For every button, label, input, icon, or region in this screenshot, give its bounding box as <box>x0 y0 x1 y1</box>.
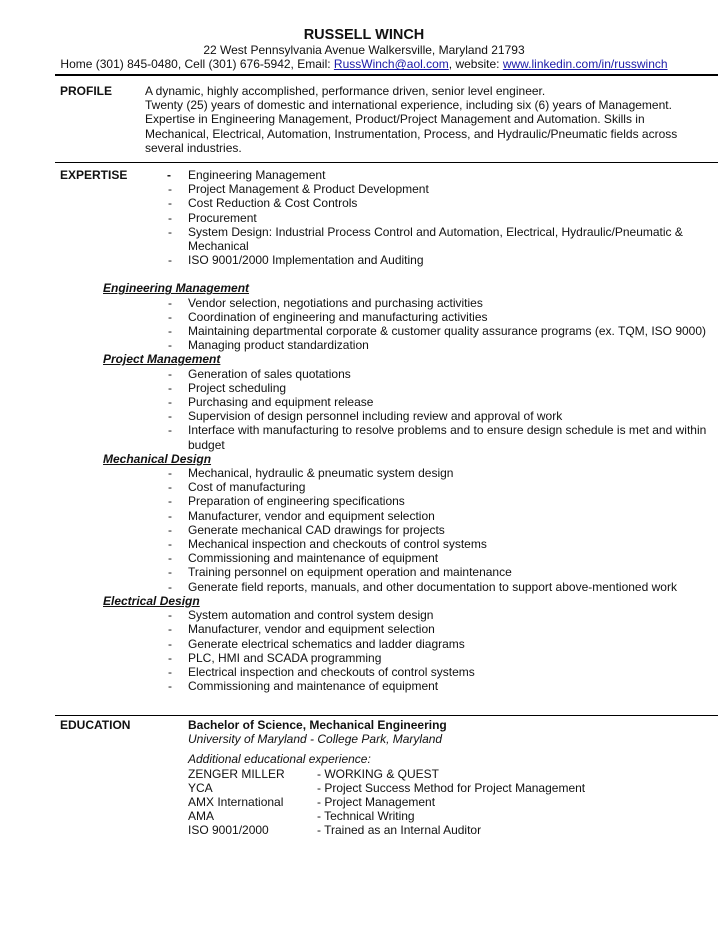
list-item <box>145 494 710 508</box>
list-item <box>145 466 710 480</box>
email-link[interactable]: RussWinch@aol.com <box>333 57 449 72</box>
course: - Trained as an Internal Auditor <box>317 823 482 838</box>
list-item-text: Cost of manufacturing <box>188 480 306 495</box>
profile-section <box>60 84 710 155</box>
list-item-text: System automation and control system design <box>188 608 434 623</box>
list-item-text: Project scheduling <box>188 380 287 395</box>
provider: YCA <box>188 780 213 795</box>
bullet-dash: - <box>168 622 172 637</box>
bullet-dash: - <box>168 224 172 239</box>
list-item <box>145 665 710 679</box>
bullet-dash: - <box>168 395 172 410</box>
bullet-dash: - <box>168 537 172 552</box>
list-item <box>145 651 710 665</box>
bullet-dash: - <box>168 522 172 537</box>
bullet-dash: - <box>168 253 172 268</box>
bullet-dash: - <box>168 679 172 694</box>
list-item <box>145 622 710 636</box>
list-item-text: Mechanical inspection and checkouts of control systems <box>188 537 487 552</box>
address: 22 West Pennsylvania Avenue Walkersville, Maryland 21793 <box>203 43 525 57</box>
education-row <box>188 767 710 781</box>
list-item <box>145 409 710 423</box>
bullet-dash: - <box>168 650 172 665</box>
list-item <box>145 381 710 395</box>
list-item <box>145 310 710 324</box>
bullet-dash: - <box>168 366 172 381</box>
list-item-text: Procurement <box>188 210 257 225</box>
list-item <box>145 565 710 579</box>
bullet-dash: - <box>168 636 172 651</box>
profile-line: Mechanical, Electrical, Automation, Instrumentation, Process, and Hydraulic/Pneumatic fields across <box>145 126 678 141</box>
list-item-text: Interface with manufacturing to resolve problems and to ensure design schedule is met and within budget <box>188 423 707 452</box>
list-item-text: PLC, HMI and SCADA programming <box>188 650 382 665</box>
list-item-text: Purchasing and equipment release <box>188 395 374 410</box>
list-item <box>145 679 710 693</box>
education-row <box>188 823 710 837</box>
list-item-text: Preparation of engineering specifications <box>188 494 405 509</box>
list-item <box>145 523 710 537</box>
bullet-dash: - <box>168 466 172 481</box>
bullet-dash: - <box>168 423 172 438</box>
website-link[interactable]: www.linkedin.com/in/russwinch <box>502 57 668 72</box>
bullet-dash: - <box>167 168 171 182</box>
list-item <box>145 182 710 196</box>
list-item <box>145 637 710 651</box>
list-item-text: Commissioning and maintenance of equipment <box>188 551 439 566</box>
list-item <box>145 551 710 565</box>
bullet-dash: - <box>168 324 172 339</box>
list-item-text: Supervision of design personnel including review and approval of work <box>188 409 563 424</box>
education-row <box>188 795 710 809</box>
list-item-text: Engineering Management <box>188 168 326 182</box>
course: - WORKING & QUEST <box>317 766 440 781</box>
list-item-text: Generation of sales quotations <box>188 366 351 381</box>
bullet-dash: - <box>168 608 172 623</box>
expertise-section <box>60 168 710 693</box>
list-item <box>145 196 710 210</box>
list-item-text: Commissioning and maintenance of equipment <box>188 679 439 694</box>
degree: Bachelor of Science, Mechanical Engineering <box>188 718 447 732</box>
resume-header <box>0 27 728 71</box>
profile-text <box>145 84 710 155</box>
list-item <box>145 367 710 381</box>
list-item <box>145 168 710 182</box>
list-item <box>145 509 710 523</box>
bullet-dash: - <box>168 664 172 679</box>
list-item-text: Generate mechanical CAD drawings for projects <box>188 522 445 537</box>
list-item-text: Vendor selection, negotiations and purchasing activities <box>188 295 483 310</box>
bullet-dash: - <box>168 338 172 353</box>
list-item-text: Project Management & Product Development <box>188 182 429 197</box>
list-item <box>145 580 710 594</box>
profile-divider <box>55 162 718 163</box>
bullet-dash: - <box>168 551 172 566</box>
list-item <box>145 608 710 622</box>
list-item-text: System Design: Industrial Process Control and Automation, Electrical, Hydraulic/Pneumatic & Mechanical <box>188 224 683 254</box>
list-item <box>145 423 710 451</box>
list-item-text: Managing product standardization <box>188 338 369 353</box>
bullet-dash: - <box>168 409 172 424</box>
website-prefix: , website: <box>448 57 503 72</box>
profile-line: Expertise in Engineering Management, Product/Project Management and Automation. Skills in <box>145 112 645 127</box>
additional-education-label: Additional educational experience: <box>188 752 371 767</box>
bullet-dash: - <box>168 508 172 523</box>
list-item <box>145 480 710 494</box>
bullet-dash: - <box>168 494 172 509</box>
course: - Technical Writing <box>317 809 415 824</box>
bullet-dash: - <box>168 295 172 310</box>
list-item <box>145 324 710 338</box>
list-item <box>145 211 710 225</box>
education-label: EDUCATION <box>60 718 131 732</box>
subsection-heading: Project Management <box>103 352 221 367</box>
expertise-divider <box>55 715 718 716</box>
provider: ZENGER MILLER <box>188 766 285 781</box>
bullet-dash: - <box>168 196 172 211</box>
subsection-heading: Electrical Design <box>103 593 200 608</box>
profile-label: PROFILE <box>60 84 113 98</box>
course: - Project Management <box>317 795 436 810</box>
list-item-text: Coordination of engineering and manufacturing activities <box>188 309 488 324</box>
education-row <box>188 781 710 795</box>
list-item-text: Cost Reduction & Cost Controls <box>188 196 358 211</box>
education-row <box>188 809 710 823</box>
list-item-text: Training personnel on equipment operation and maintenance <box>188 565 512 580</box>
subsection-heading: Engineering Management <box>103 281 250 296</box>
list-item-text: Manufacturer, vendor and equipment selection <box>188 508 435 523</box>
expertise-body <box>103 168 710 694</box>
contact-phones: Home (301) 845-0480, Cell (301) 676-5942, Email: <box>60 57 334 72</box>
profile-line: A dynamic, highly accomplished, performance driven, senior level engineer. <box>145 84 546 98</box>
expertise-label: EXPERTISE <box>60 168 128 182</box>
candidate-name: RUSSELL WINCH <box>303 27 425 43</box>
education-section <box>60 718 710 838</box>
provider: AMA <box>188 809 215 824</box>
bullet-dash: - <box>168 182 172 197</box>
bullet-dash: - <box>168 565 172 580</box>
course: - Project Success Method for Project Management <box>317 780 586 795</box>
list-item-text: Maintaining departmental corporate & customer quality assurance programs (ex. TQM, ISO 9000) <box>188 324 707 339</box>
list-item-text: Generate electrical schematics and ladder diagrams <box>188 636 465 651</box>
bullet-dash: - <box>168 579 172 594</box>
list-item <box>145 395 710 409</box>
list-item-text: ISO 9001/2000 Implementation and Auditing <box>188 253 424 268</box>
bullet-dash: - <box>168 480 172 495</box>
subsection-heading: Mechanical Design <box>103 451 212 466</box>
list-item-text: Electrical inspection and checkouts of control systems <box>188 664 475 679</box>
provider: ISO 9001/2000 <box>188 823 269 838</box>
bullet-dash: - <box>168 309 172 324</box>
list-item-text: Manufacturer, vendor and equipment selection <box>188 622 435 637</box>
profile-line: Twenty (25) years of domestic and international experience, including six (6) years of Management. <box>145 98 672 113</box>
list-item <box>145 338 710 352</box>
bullet-dash: - <box>168 210 172 225</box>
additional-education-list <box>188 767 710 838</box>
list-item-text: Mechanical, hydraulic & pneumatic system design <box>188 466 454 481</box>
provider: AMX International <box>188 795 284 810</box>
list-item <box>145 225 710 253</box>
list-item <box>145 253 710 267</box>
list-item <box>145 296 710 310</box>
profile-line: several industries. <box>145 140 242 155</box>
list-item <box>145 537 710 551</box>
contact-line <box>0 57 728 71</box>
school: University of Maryland - College Park, Maryland <box>188 732 443 747</box>
list-item-text: Generate field reports, manuals, and other documentation to support above-mentioned work <box>188 579 677 594</box>
header-divider <box>55 74 718 76</box>
bullet-dash: - <box>168 380 172 395</box>
